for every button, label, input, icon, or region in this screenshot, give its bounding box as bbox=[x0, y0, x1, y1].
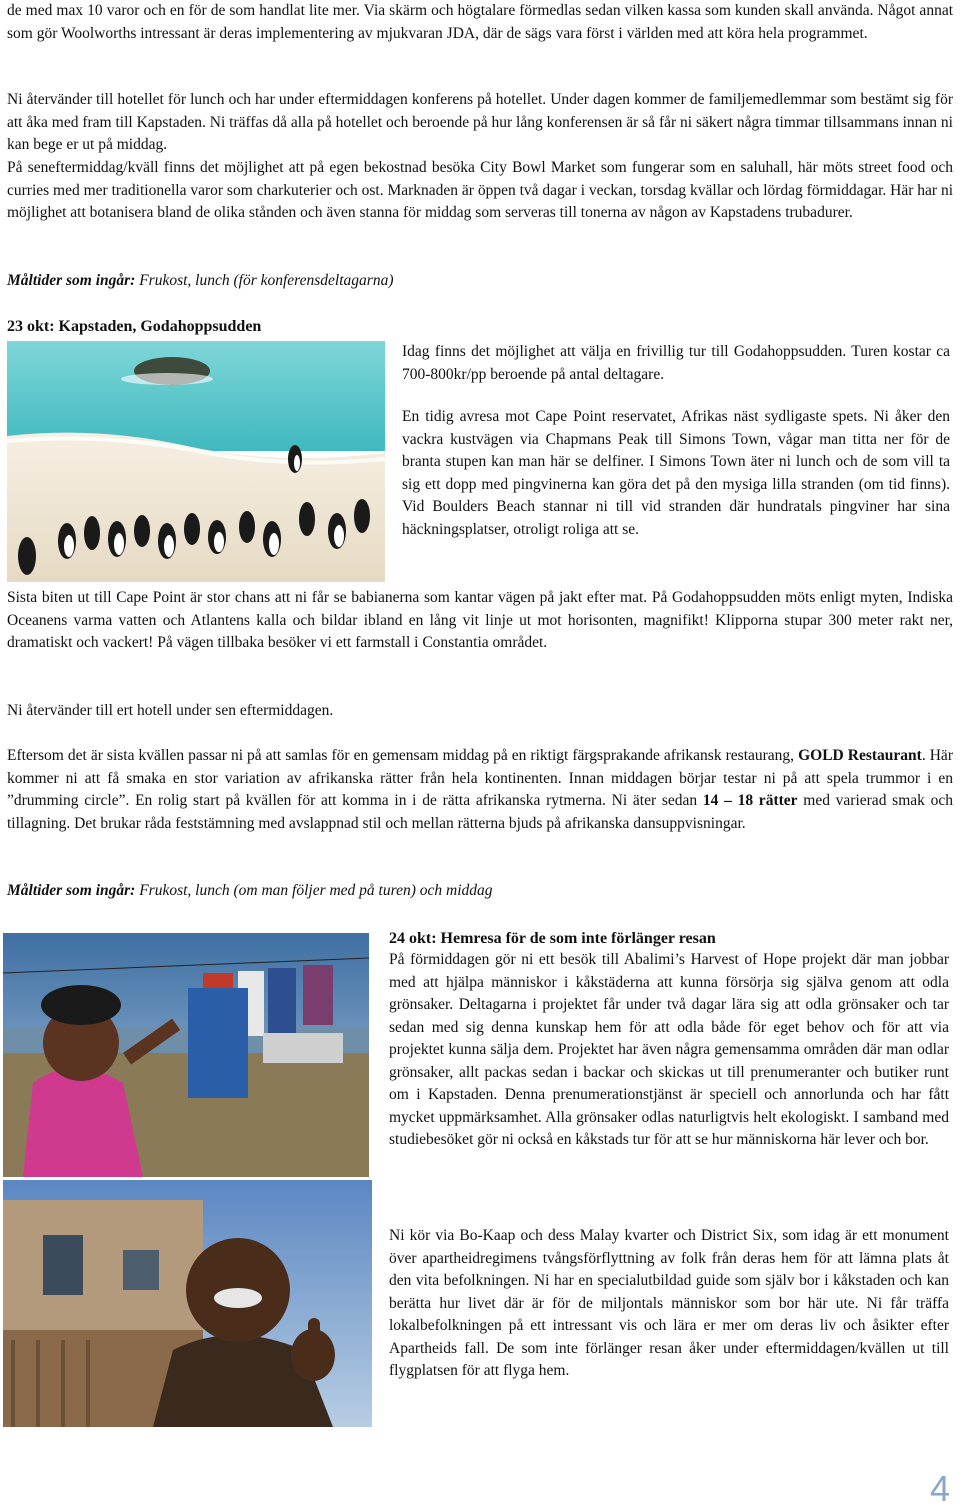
meals-label: Måltider som ingår: bbox=[7, 272, 136, 289]
day24-bo-kaap-text: Ni kör via Bo-Kaap och dess Malay kvarter och District Six, som idag är ett monument över apartheidregimens tvångsförflyttning av folk från deras hem för att lämna plats åt den vita befolkningen. Ni har en specialutbildad guide som själv bor i kåkstaden och kan berätta hur livet där är för de miljontals människor som bor här ute. Ni får träffa lokalbefolkningen på ett intressant vis och lära er mer om deras liv och åsikter efter Apartheids fall. De som inte förlänger resan åker under eftermiddagen/kvällen ut till flygplatsen för att flyga hem. bbox=[389, 1227, 949, 1379]
paragraph-return-hotel: Ni återvänder till ert hotell under sen eftermiddagen. bbox=[7, 702, 334, 719]
dishes-count: 14 – 18 rätter bbox=[702, 792, 798, 809]
woman-laundry-photo bbox=[3, 933, 369, 1177]
meals-value: Frukost, lunch (för konferensdeltagarna) bbox=[135, 272, 394, 289]
paragraph-conference: Ni återvänder till hotellet för lunch och har under eftermiddagen konferens på hotellet. Under dagen kommer de familjemedlemmar som bestämt sig för att åka med fram till Kapstaden. Ni träffas då alla på hotellet och beroende på hur lång konferensen är så får ni säkert några timmar tillsammans innan ni kan bege er ut på middag. bbox=[7, 91, 953, 153]
restaurant-name: GOLD Restaurant bbox=[798, 747, 922, 764]
meals-included-day22 bbox=[7, 270, 393, 293]
day23-intro-text: Idag finns det möjlighet att välja en frivillig tur till Godahoppsudden. Turen kostar ca 700-800kr/pp beroende på antal deltagare. bbox=[402, 343, 950, 383]
paragraph-cape-point: Sista biten ut till Cape Point är stor chans att ni får se babianerna som kantar vägen på jakt efter mat. På Godahoppsudden möts enligt myten, Indiska Oceanens varma vatten och Atlantens kalla och bildar ibland en lång vit linje ut mot horisonten, magnifikt! Klipporna stupar 300 meter rakt ner, dramatiskt och vackert! På vägen tillbaka besöker vi ett farmstall i Constantia området. bbox=[7, 589, 953, 651]
paragraph-woolworths: de med max 10 varor och en för de som handlat lite mer. Via skärm och högtalare förmedlas sedan vilken kassa som kunden skall använda. Något annat som gör Woolworths intressant är deras implementering av mjukvaran JDA, där de sägs vara först i världen med att köra hela programmet. bbox=[7, 2, 953, 42]
paragraph-city-bowl-market: På seneftermiddag/kväll finns det möjlighet att på egen bekostnad besöka City Bowl Market som fungerar som en saluhall, här möts street food och curries med mer traditionella varor som charkuterier och ost. Marknaden är öppen två dagar i veckan, torsdag kvällar och lördag förmiddagar. Här har ni möjlighet att botanisera bland de olika stånden och även stanna för middag som serveras till tonerna av någon av Kapstadens trubadurer. bbox=[7, 159, 953, 221]
paragraph-gold-restaurant bbox=[7, 745, 953, 835]
dinner-text-e: med varierad smak och tillagning. Det brukar råda feststämning med avslappnad stil och mellan rätterna bjuds på afrikanska dansuppvisningar. bbox=[7, 792, 953, 832]
penguins-beach-photo bbox=[7, 341, 385, 582]
dinner-text-a: Eftersom det är sista kvällen passar ni på att samlas för en gemensam middag på en riktigt färgsprakande afrikansk restaurang, bbox=[7, 747, 799, 764]
man-thumbs-up-photo bbox=[3, 1180, 372, 1427]
day23-heading: 23 okt: Kapstaden, Godahoppsudden bbox=[7, 318, 262, 335]
dinner-text-c: . Här kommer ni att få smaka en stor variation av afrikanska rätter från hela kontinenten. Innan middagen börjar testar ni på att spela trummor i en ”drumming circle”. En rolig start på kvällen för att komma in i de rätta afrikanska rytmerna. Ni äter sedan bbox=[7, 747, 953, 809]
page-number: 4 bbox=[929, 1468, 950, 1509]
day24-harvest-of-hope-text: På förmiddagen gör ni ett besök till Abalimi’s Harvest of Hope projekt där man jobbar med att hjälpa människor i kåkstäderna att kunna försörja sig själva genom att odla grönsaker. Deltagarna i projektet får under två dagar lära sig att odla grönsaker och tar sedan med sig denna kunskap hem för att odla både för eget behov och för att via projektet kunna sälja dem. Projektet har även några gemensamma områden där man odlar grönsaker, allt packas sedan i backar och skickas ut till prenumeranter och butiker runt om i Kapstaden. Denna prenumerationstjänst är speciell och annorlunda och har fått mycket uppmärksamhet. Alla grönsaker odlas naturligtvis helt ekologiskt. I samband med studiebesöket gör ni också en kåkstads tur för att se hur människorna här lever och bor. bbox=[389, 951, 949, 1148]
meals-value: Frukost, lunch (om man följer med på turen) och middag bbox=[135, 882, 493, 899]
day23-cape-point-text: En tidig avresa mot Cape Point reservatet, Afrikas näst sydligaste spets. Ni åker den vackra kustvägen via Chapmans Peak till Simons Town, vågar man titta ner för de branta stupen kan man här se delfiner. I Simons Town äter ni lunch och de som vill ta sig ett dopp med pingvinerna kan göra det på den mysiga lilla stranden (om tid finns). Vid Boulders Beach stannar ni till vid stranden där hundratals pingviner har sina häckningsplatser, otroligt roliga att se. bbox=[402, 408, 950, 538]
meals-label: Måltider som ingår: bbox=[7, 882, 136, 899]
day24-heading: 24 okt: Hemresa för de som inte förlänger resan bbox=[389, 930, 716, 947]
meals-included-day23 bbox=[7, 880, 493, 903]
